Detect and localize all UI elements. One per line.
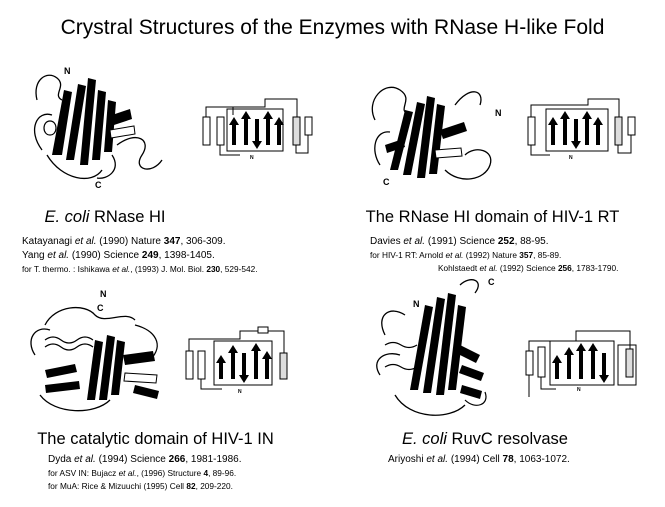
reference-list-small bbox=[48, 467, 236, 493]
topology-n-label: N bbox=[238, 389, 242, 395]
reference-item: Ariyoshi et al. (1994) Cell 78, 1063-1072. bbox=[388, 454, 570, 465]
panel-caption bbox=[30, 208, 180, 227]
panel-caption bbox=[18, 430, 293, 449]
caption-text: RNase HI bbox=[89, 208, 166, 226]
caption-italic: E. coli bbox=[44, 208, 90, 226]
reference-item: Davies et al. (1991) Science 252, 88-95. bbox=[370, 236, 549, 247]
reference-item: Yang et al. (1990) Science 249, 1398-1405. bbox=[22, 250, 215, 261]
ribbon-structure-image bbox=[25, 285, 180, 425]
reference-list-small bbox=[22, 263, 258, 276]
topology-n-label: N bbox=[250, 155, 254, 161]
topology-n-label: N bbox=[577, 387, 581, 393]
caption-text: The RNase HI domain of HIV-1 RT bbox=[365, 208, 620, 226]
reference-item: Katayanagi et al. (1990) Nature 347, 306-309. bbox=[22, 236, 226, 247]
reference-list bbox=[388, 453, 570, 467]
terminus-n-label: N bbox=[495, 108, 502, 118]
reference-list-small bbox=[370, 249, 618, 275]
terminus-c-label: C bbox=[95, 180, 102, 190]
ribbon-structure-image bbox=[370, 275, 515, 425]
reference-item: Kohlstaedt et al. (1992) Science 256, 1783-1790. bbox=[438, 263, 619, 273]
terminus-c-label: C bbox=[383, 177, 390, 187]
topology-diagram bbox=[195, 95, 320, 165]
topology-diagram bbox=[520, 95, 645, 165]
reference-list bbox=[370, 235, 548, 249]
topology-n-label: N bbox=[569, 155, 573, 161]
reference-list bbox=[22, 235, 226, 263]
terminus-n-label: N bbox=[413, 299, 420, 309]
reference-item: for HIV-1 RT: Arnold et al. (1992) Nature 357, 85-89. bbox=[370, 250, 562, 260]
page-title: Crystral Structures of the Enzymes with RNase H-like Fold bbox=[60, 16, 605, 39]
ribbon-structure-image bbox=[365, 70, 515, 195]
reference-item: Dyda et al. (1994) Science 266, 1981-1986. bbox=[48, 454, 242, 465]
reference-item: for T. thermo. : Ishikawa et al., (1993) J. Mol. Biol. 230, 529-542. bbox=[22, 264, 258, 274]
ribbon-structure-image bbox=[22, 60, 172, 195]
topology-diagram bbox=[180, 325, 305, 400]
reference-item: for ASV IN: Bujacz et al., (1996) Structure 4, 89-96. bbox=[48, 468, 237, 478]
caption-italic: E. coli bbox=[402, 430, 447, 448]
panel-caption bbox=[355, 208, 630, 227]
panel-caption bbox=[385, 430, 585, 449]
terminus-n-label: N bbox=[100, 289, 107, 299]
reference-item: for MuA: Rice & Mizuuchi (1995) Cell 82, 209-220. bbox=[48, 481, 233, 491]
terminus-n-label: N bbox=[64, 66, 71, 76]
caption-text: The catalytic domain of HIV-1 IN bbox=[37, 430, 274, 448]
reference-list bbox=[48, 453, 242, 467]
terminus-c-label: C bbox=[97, 303, 104, 313]
caption-text: RuvC resolvase bbox=[446, 430, 568, 448]
terminus-c-label: C bbox=[488, 277, 495, 287]
topology-diagram bbox=[522, 325, 647, 400]
